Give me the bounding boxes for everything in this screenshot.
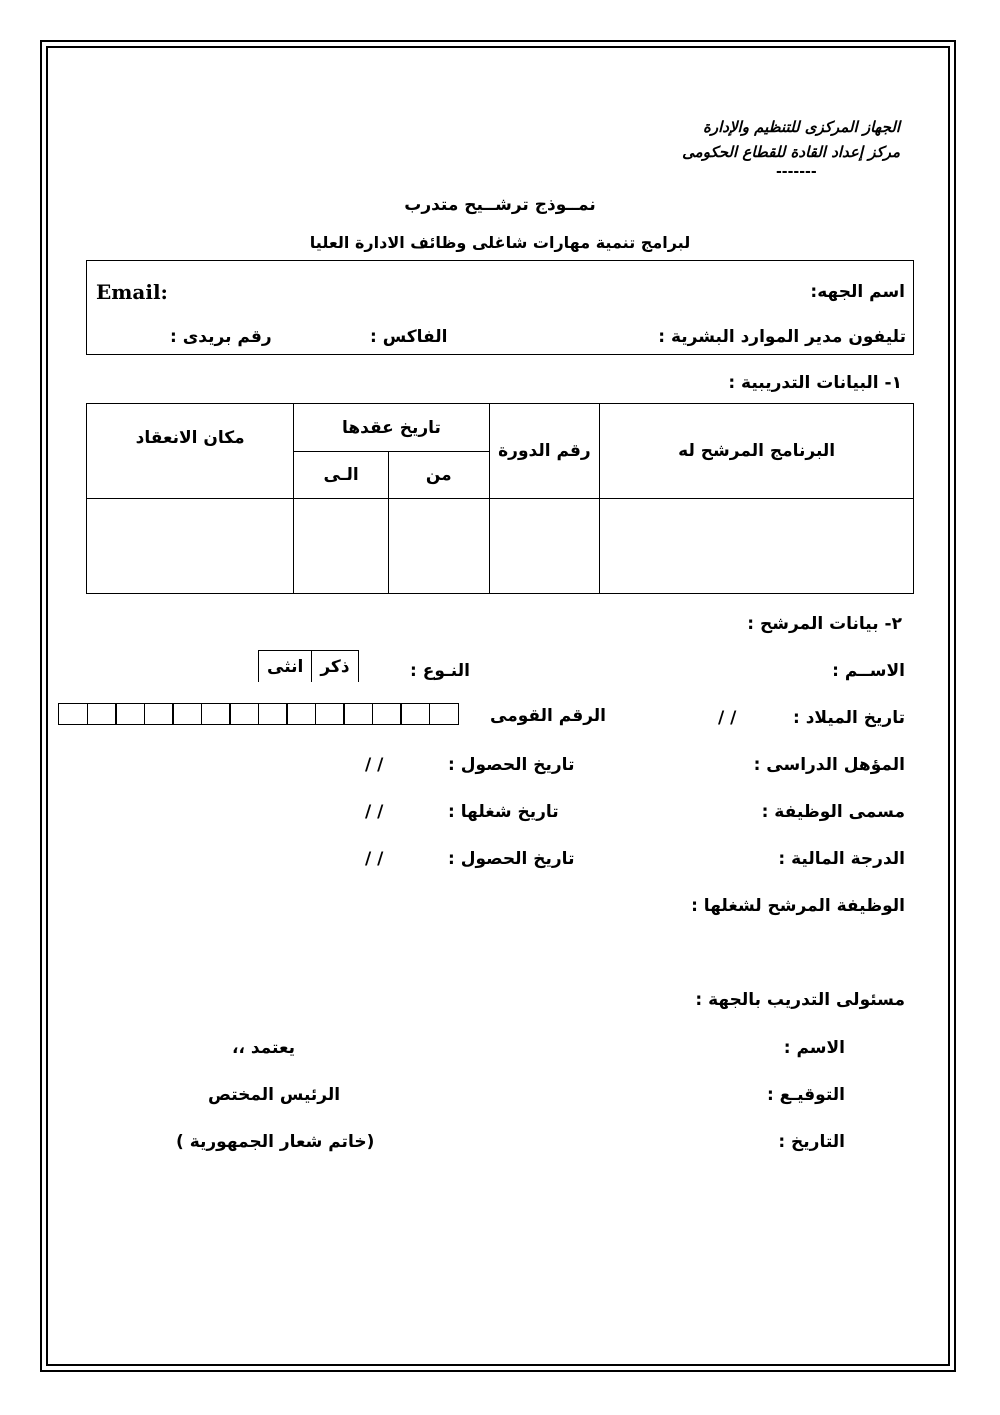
cell-program[interactable] <box>600 499 914 594</box>
agency-name-label: اسم الجهه: <box>810 282 905 302</box>
birth-date-slashes: / / <box>718 708 737 728</box>
gender-male[interactable]: ذكر <box>311 650 358 682</box>
competent-head-label: الرئيس المختص <box>208 1085 341 1105</box>
section-training-title: ١- البيانات التدريبية : <box>728 373 902 393</box>
job-title-label: مسمى الوظيفة : <box>761 802 905 822</box>
gender-options <box>258 650 359 681</box>
org-line-1: الجهاز المركزى للتنظيم والإدارة <box>703 118 900 136</box>
officer-name-label: الاسم : <box>783 1038 845 1058</box>
national-id-digit-box[interactable] <box>372 703 402 725</box>
col-dates: تاريخ عقدها <box>294 404 489 452</box>
gender-female[interactable]: انثى <box>258 650 311 682</box>
email-label: Email: <box>96 280 168 304</box>
national-id-boxes[interactable] <box>58 703 459 725</box>
gender-label: النـوع : <box>410 661 470 681</box>
occupied-date-label: تاريخ شغلها : <box>448 802 559 822</box>
hr-phone-label: تليفون مدير الموارد البشرية : <box>658 327 906 347</box>
obtained-date2-label: تاريخ الحصول : <box>448 849 575 869</box>
nominated-job-label: الوظيفة المرشح لشغلها : <box>691 896 905 916</box>
national-id-digit-box[interactable] <box>400 703 430 725</box>
form-title: نمــوذج ترشــيح متدرب <box>404 195 596 215</box>
postal-code-label: رقم بريدى : <box>170 327 272 347</box>
officer-signature-label: التوقيـع : <box>766 1085 845 1105</box>
national-id-digit-box[interactable] <box>87 703 117 725</box>
section-candidate-title: ٢- بيانات المرشح : <box>747 614 902 634</box>
col-to: الـى <box>294 452 389 499</box>
fax-label: الفاكس : <box>370 327 448 347</box>
officer-date-label: التاريخ : <box>778 1132 845 1152</box>
obtained-date-label: تاريخ الحصول : <box>448 755 575 775</box>
national-id-digit-box[interactable] <box>58 703 88 725</box>
cell-to[interactable] <box>294 499 389 594</box>
approved-label: يعتمد ،، <box>232 1038 295 1058</box>
grade-label: الدرجة المالية : <box>778 849 905 869</box>
cell-course-no[interactable] <box>489 499 600 594</box>
col-program: البرنامج المرشح له <box>600 404 914 499</box>
national-id-digit-box[interactable] <box>229 703 259 725</box>
cell-from[interactable] <box>388 499 489 594</box>
col-from: من <box>388 452 489 499</box>
obtained-date-slashes: / / <box>365 755 384 775</box>
national-id-digit-box[interactable] <box>172 703 202 725</box>
obtained-date2-slashes: / / <box>365 849 384 869</box>
national-id-digit-box[interactable] <box>144 703 174 725</box>
national-id-digit-box[interactable] <box>343 703 373 725</box>
training-data-table <box>86 403 914 594</box>
org-line-2: مركز إعداد القادة للقطاع الحكومى <box>682 143 900 161</box>
cell-venue[interactable] <box>87 499 294 594</box>
republic-stamp-label: (خاتم شعار الجمهورية ) <box>176 1132 375 1152</box>
national-id-label: الرقم القومى <box>490 706 606 726</box>
birth-date-label: تاريخ الميلاد : <box>792 708 905 728</box>
national-id-digit-box[interactable] <box>315 703 345 725</box>
qualification-label: المؤهل الدراسى : <box>753 755 905 775</box>
col-course-no: رقم الدورة <box>489 404 600 499</box>
national-id-digit-box[interactable] <box>201 703 231 725</box>
national-id-digit-box[interactable] <box>286 703 316 725</box>
occupied-date-slashes: / / <box>365 802 384 822</box>
col-venue: مكان الانعقاد <box>87 404 294 499</box>
training-officer-title: مسئولى التدريب بالجهة : <box>695 990 905 1010</box>
org-separator: ------- <box>776 164 817 180</box>
national-id-digit-box[interactable] <box>258 703 288 725</box>
national-id-digit-box[interactable] <box>429 703 459 725</box>
form-subtitle: لبرامج تنمية مهارات شاغلى وظائف الادارة العليا <box>309 233 691 252</box>
name-label: الاســم : <box>832 661 905 681</box>
national-id-digit-box[interactable] <box>115 703 145 725</box>
